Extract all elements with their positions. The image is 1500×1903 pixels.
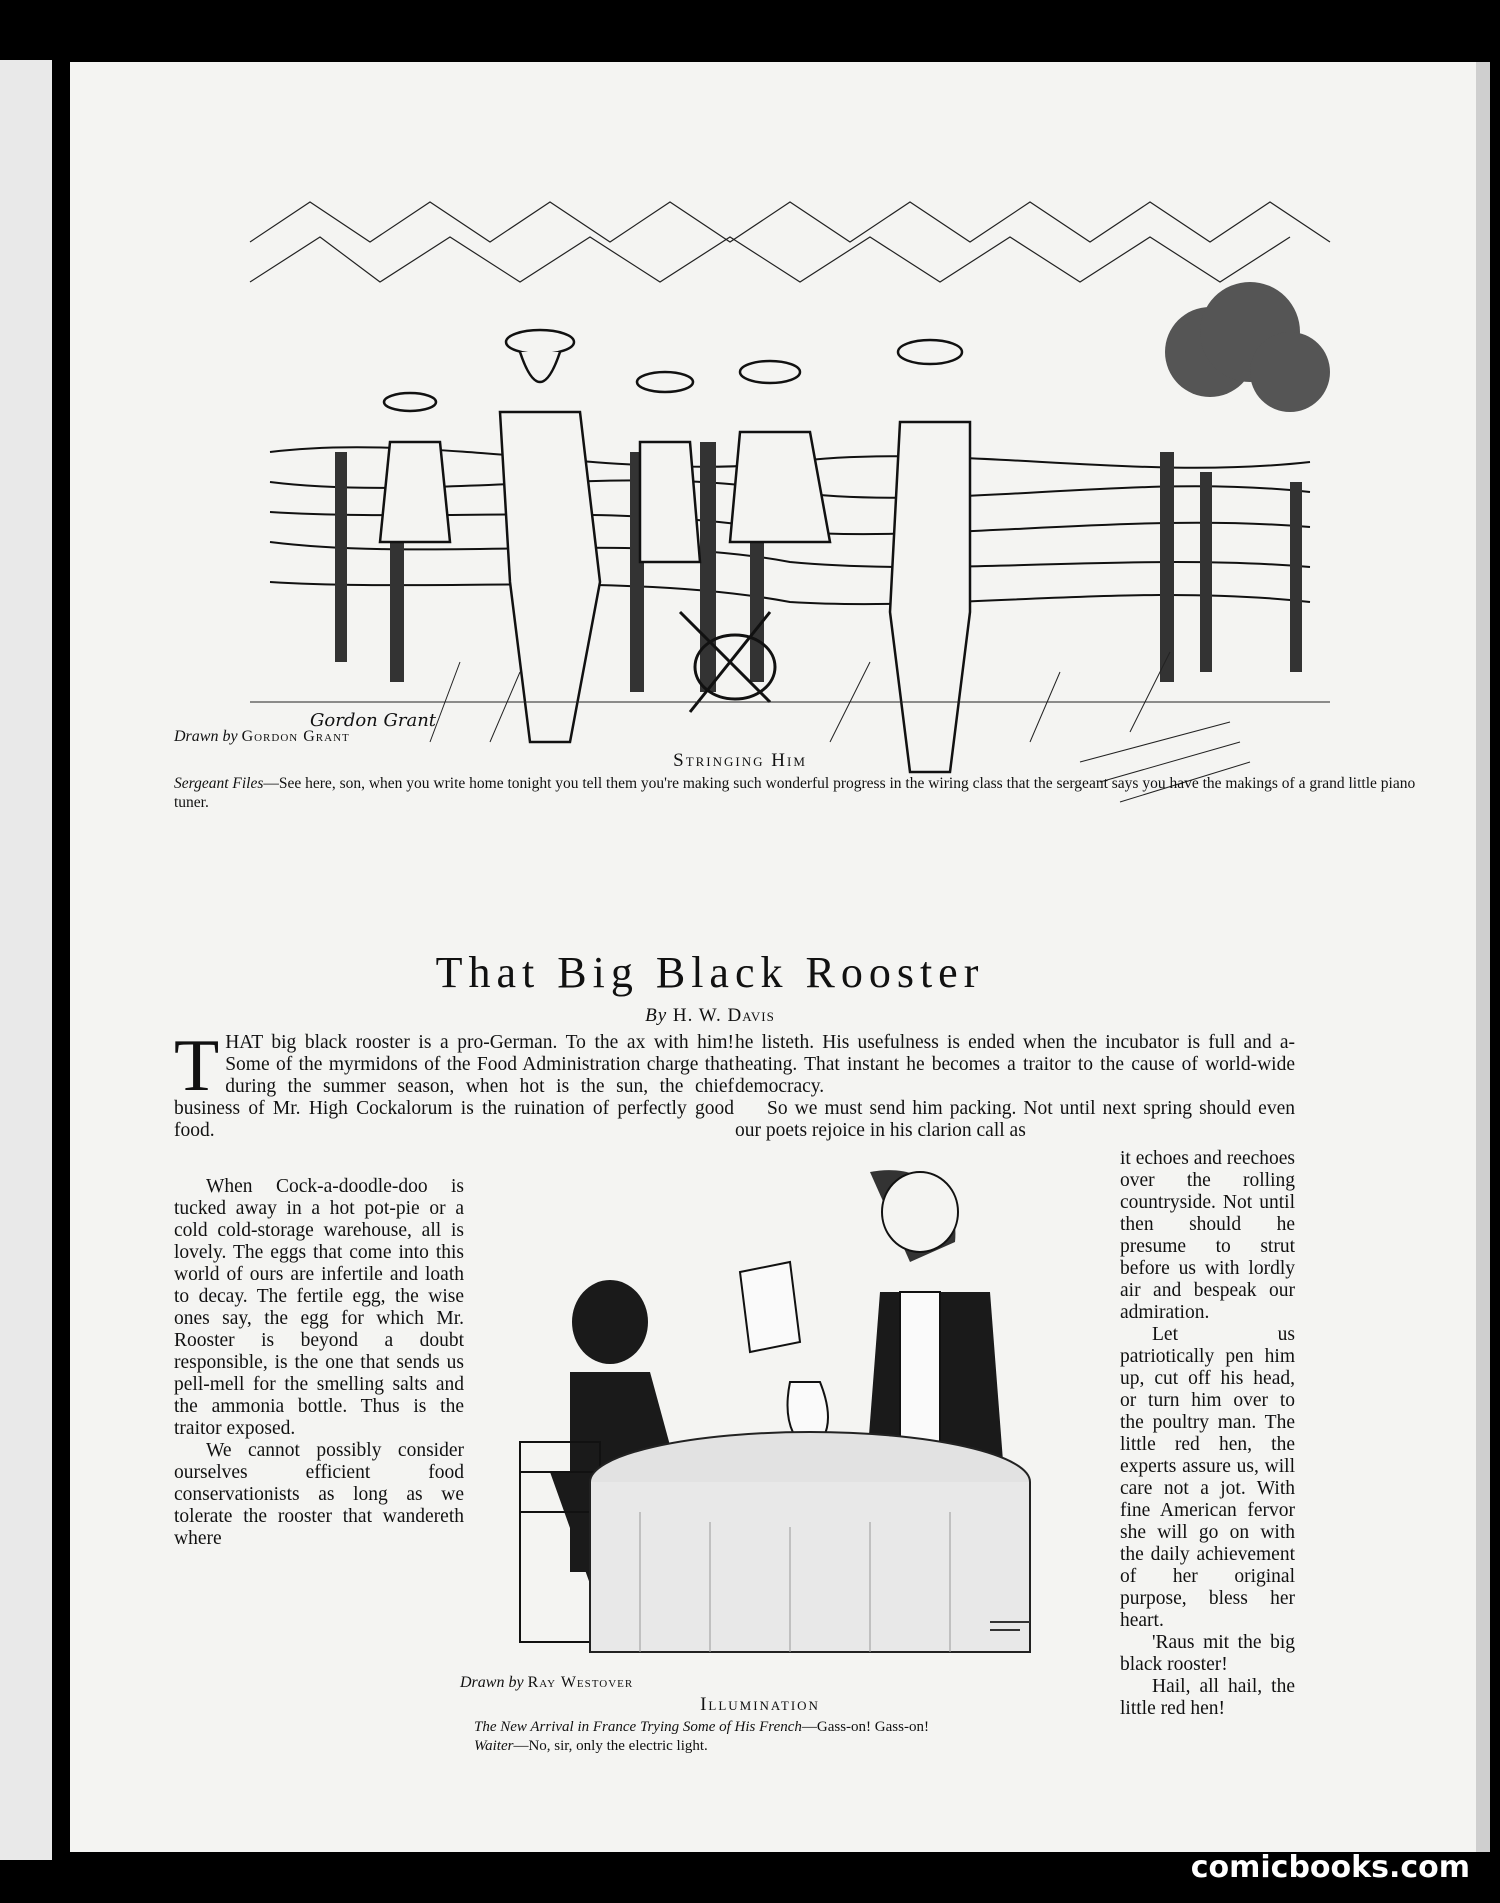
article-title: That Big Black Rooster [435, 948, 985, 997]
article-column-1-narrow [174, 1176, 464, 1550]
caption-dialogue: —See here, son, when you write home tonight you tell them you're making such wonderful progress in the wiring class that the sergeant says you have the makings of a grand little piano tuner. [174, 775, 1416, 811]
caption-line-2 [474, 1737, 1114, 1756]
col3-paragraph-3: 'Raus mit the big black rooster! [1120, 1632, 1295, 1675]
col3-paragraph-1: it echoes and reechoes over the rolling countryside. Not until then should he presume to strut before us with lordly air and bespeak our admiration. [1120, 1148, 1295, 1323]
artist-name: Gordon Grant [241, 728, 350, 745]
inner-illustration [490, 1152, 1110, 1672]
article-column-2 [735, 1032, 1295, 1142]
line1-speaker: The New Arrival in France Trying Some of His French [474, 1719, 802, 1735]
col2-paragraph-1: he listeth. His usefulness is ended when the incubator is full and a-heating. That instant he becomes a traitor to the cause of world-wide democracy. [735, 1032, 1295, 1097]
article-column-3 [1120, 1148, 1295, 1720]
line1-text: —Gass-on! Gass-on! [801, 1719, 929, 1735]
waiter-soldier-drawing [490, 1152, 1110, 1672]
inner-caption-text [474, 1718, 1114, 1756]
caption-speaker: Sergeant Files [174, 775, 264, 792]
byline-prefix: By [645, 1005, 668, 1026]
col1-paragraph-3: We cannot possibly consider ourselves efficient food conservationists as long as we tolerate the rooster that wandereth where [174, 1440, 464, 1549]
article-byline [0, 1005, 1420, 1027]
magazine-page [70, 62, 1490, 1852]
col3-paragraph-4: Hail, all hail, the little red hen! [1120, 1676, 1295, 1719]
artist-name-2: Ray Westover [527, 1674, 634, 1691]
top-illustration-credit [174, 728, 350, 746]
site-watermark: comicbooks.com [1190, 1850, 1470, 1885]
article-column-1 [174, 1025, 734, 1172]
col1-paragraph-1 [174, 1025, 734, 1142]
credit-prefix-2: Drawn by [460, 1674, 524, 1691]
col1-paragraph-2: When Cock-a-doodle-doo is tucked away in a hot pot-pie or a cold cold-storage warehouse, all is lovely. The eggs that come into this world of ours are infertile and loath to decay. The fertile egg, the wise ones say, the egg for which Mr. Rooster is beyond a doubt responsible, is the one that sends us pell-mell for the smelling salts and the ammonia bottle. Thus is the traitor exposed. [174, 1176, 464, 1439]
line2-text: —No, sir, only the electric light. [513, 1738, 708, 1754]
col2-paragraph-2: So we must send him packing. Not until next spring should even our poets rejoice in his clarion call as [735, 1098, 1295, 1141]
page-edge-shadow [1476, 62, 1490, 1852]
top-caption-text [174, 774, 1424, 812]
author-name: H. W. Davis [672, 1005, 775, 1026]
credit-prefix: Drawn by [174, 728, 238, 745]
line2-speaker: Waiter [474, 1738, 514, 1754]
drop-cap: T [174, 1025, 220, 1107]
inner-caption-title: Illumination [700, 1694, 820, 1715]
artist-signature: Gordon Grant [310, 710, 437, 731]
caption-line-1 [474, 1718, 1114, 1737]
inner-illustration-credit [460, 1674, 633, 1692]
top-caption-title: Stringing Him [673, 750, 807, 771]
col3-paragraph-2: Let us patriotically pen him up, cut off his head, or turn him over to the poultry man. The little red hen, the experts assure us, will care not a jot. With fine American fervor she will go on with the daily achievement of her original purpose, bless her heart. [1120, 1324, 1295, 1631]
col1-p1-text: HAT big black rooster is a pro-German. To the ax with him! Some of the myrmidons of the Food Administration charge that during the summer season, when hot is the sun, the chief business of Mr. High Cockalorum is the ruination of perfectly good food. [174, 1032, 734, 1141]
